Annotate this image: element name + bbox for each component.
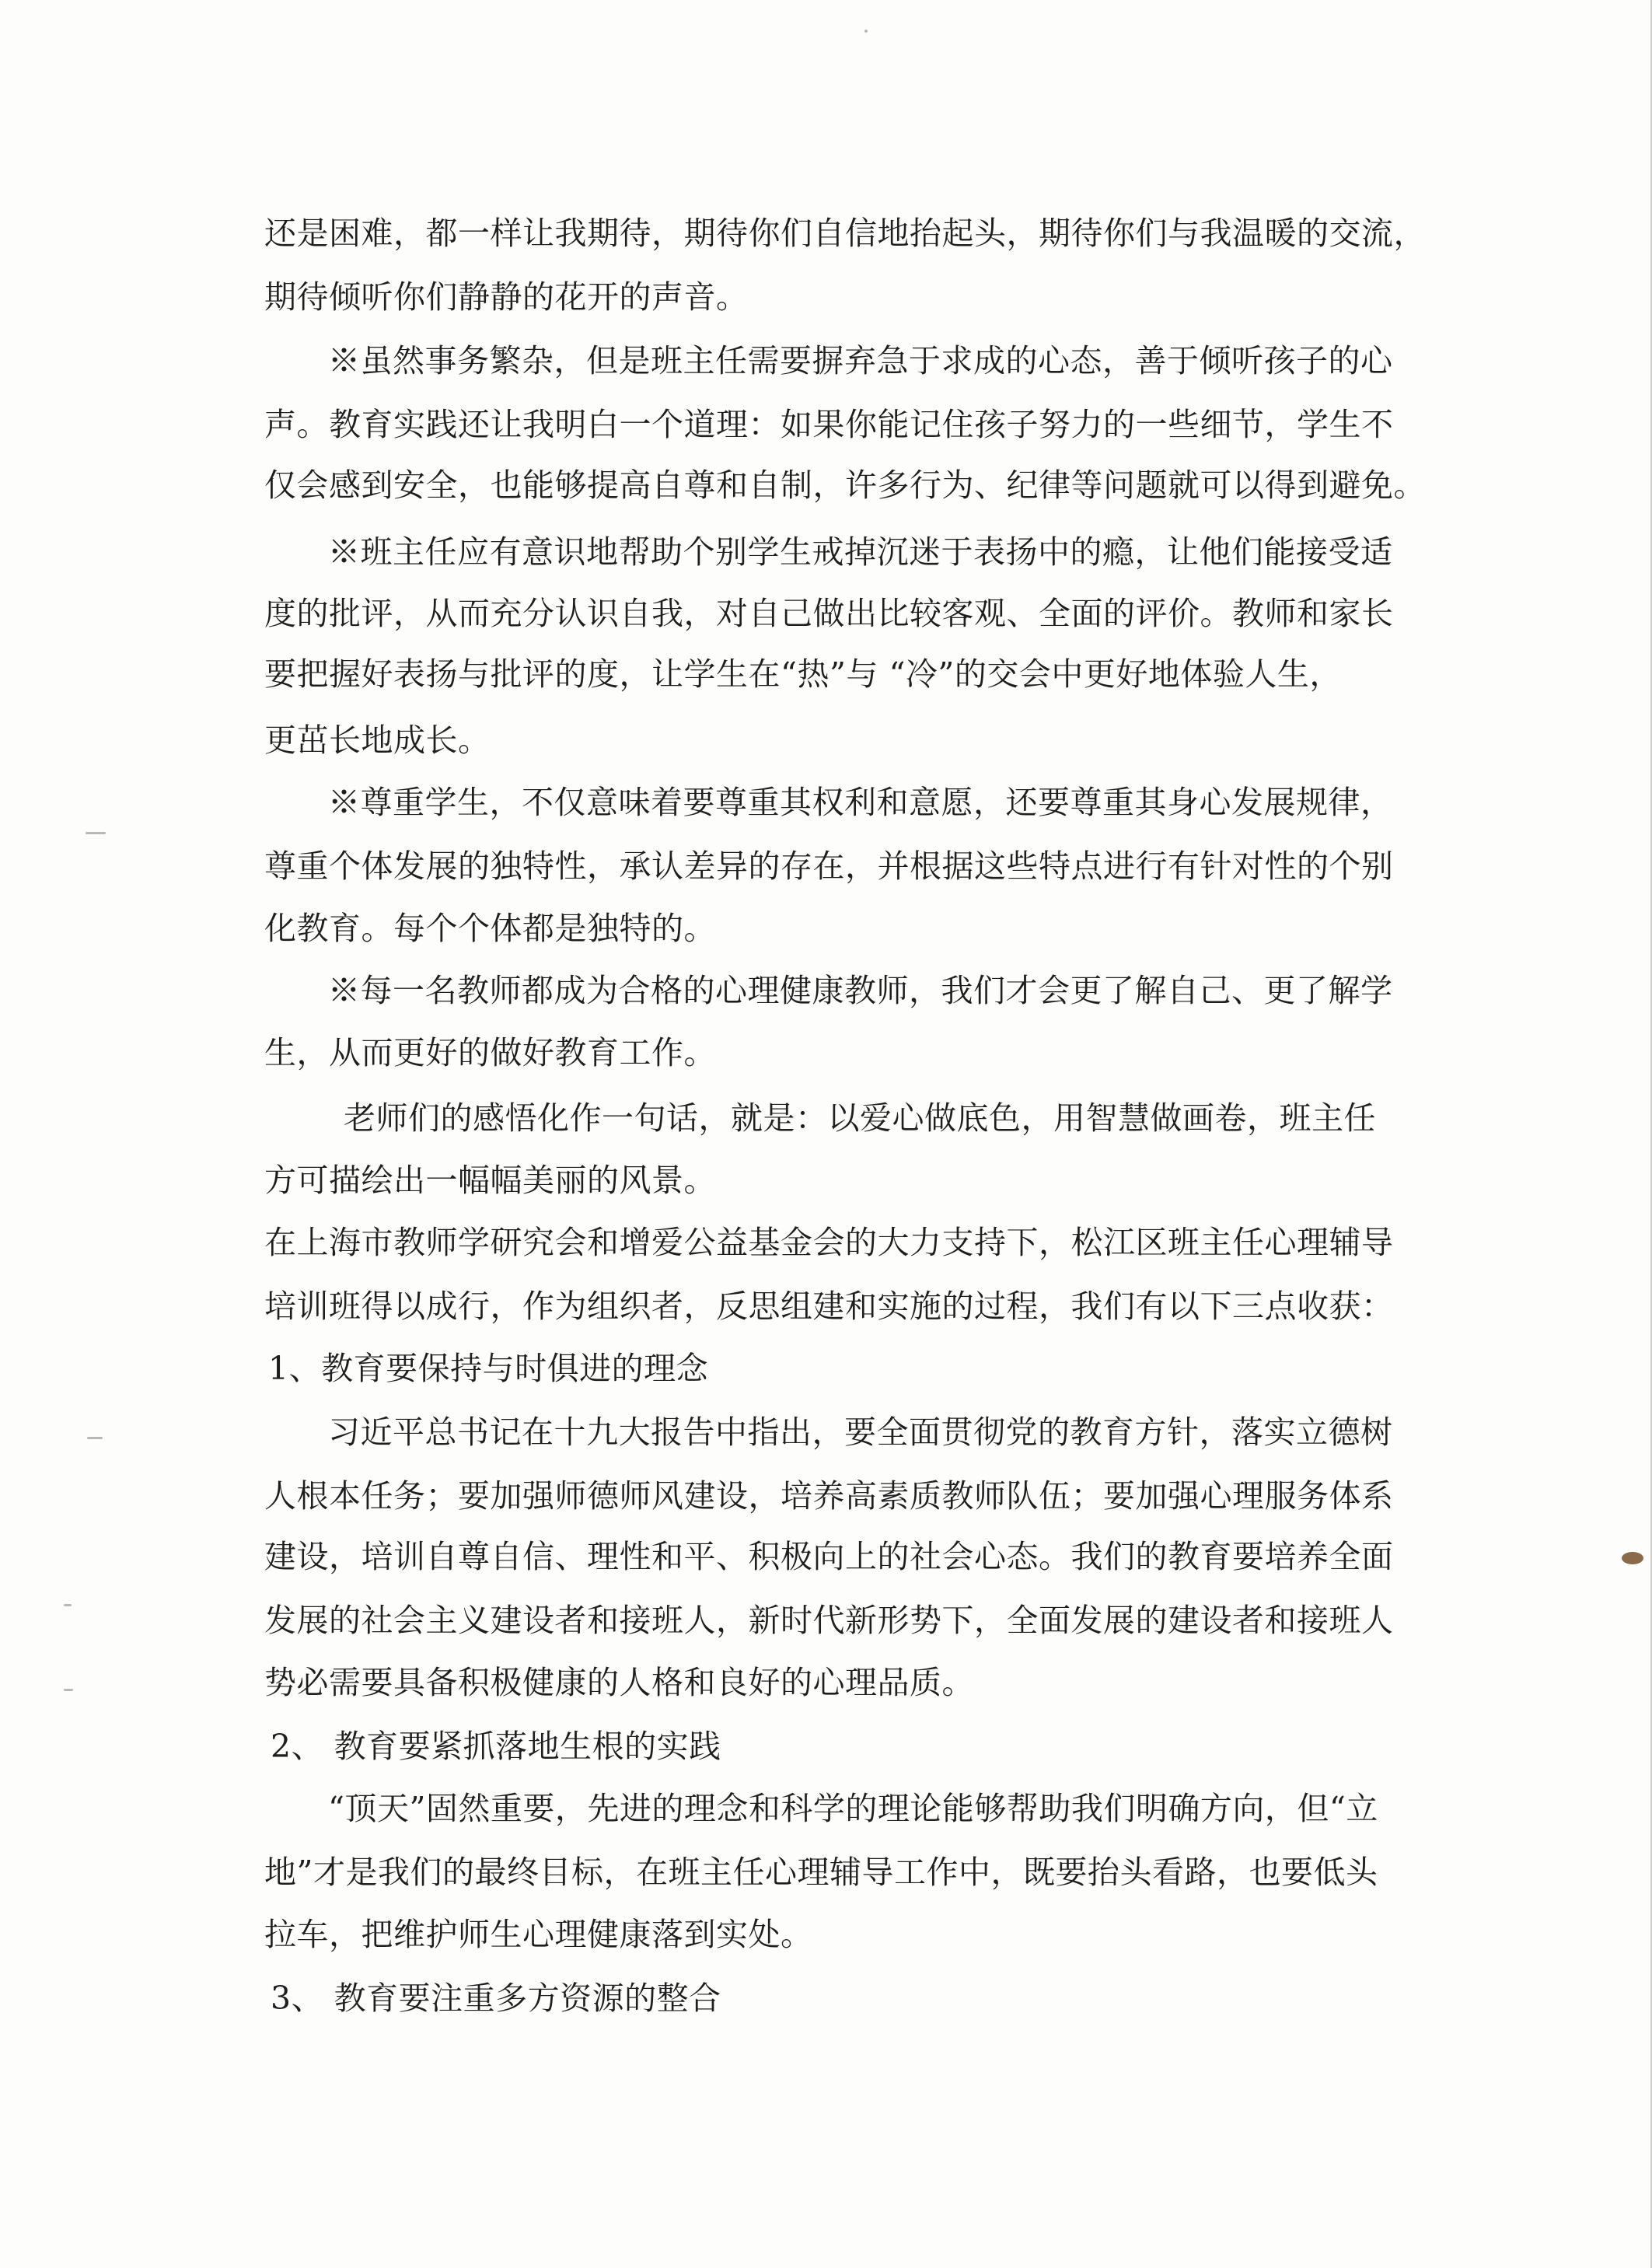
text-line: 人根本任务；要加强师德师风建设，培养高素质教师队伍；要加强心理服务体系 [264,1477,1394,1515]
text-line: 拉车，把维护师生心理健康落到实处。 [264,1916,813,1953]
text-line: 势必需要具备积极健康的人格和良好的心理品质。 [264,1664,974,1701]
text-line: 尊重个体发展的独特性，承认差异的存在，并根据这些特点进行有针对性的个别 [264,847,1394,885]
text-line: 期待倾听你们静静的花开的声音。 [264,278,749,316]
text-line: ※班主任应有意识地帮助个别学生戒掉沉迷于表扬中的瘾，让他们能接受适 [328,533,1393,571]
text-line: 生，从而更好的做好教育工作。 [264,1034,716,1071]
text-line: 培训班得以成行，作为组织者，反思组建和实施的过程，我们有以下三点收获： [264,1288,1394,1325]
text-line: 老师们的感悟化作一句话，就是：以爱心做底色，用智慧做画卷，班主任 [344,1099,1376,1137]
text-line: 习近平总书记在十九大报告中指出，要全面贯彻党的教育方针，落实立德树 [328,1414,1393,1451]
scan-speck [87,1437,103,1439]
text-line: 在上海市教师学研究会和增爱公益基金会的大力支持下，松江区班主任心理辅导 [264,1224,1394,1261]
text-line: 仅会感到安全，也能够提高自尊和自制，许多行为、纪律等问题就可以得到避免。 [264,467,1426,504]
text-line: ※虽然事务繁杂，但是班主任需要摒弃急于求成的心态，善于倾听孩子的心 [328,342,1393,379]
text-line: 更茁长地成长。 [264,722,491,759]
text-line: 要把握好表扬与批评的度，让学生在“热”与 “冷”的交会中更好地体验人生， [264,655,1342,693]
scan-speck [64,1689,73,1691]
text-line: “顶天”固然重要，先进的理念和科学的理论能够帮助我们明确方向，但“立 [328,1790,1378,1827]
text-line: ※尊重学生，不仅意味着要尊重其权利和意愿，还要尊重其身心发展规律， [328,784,1393,821]
text-line: 地”才是我们的最终目标，在班主任心理辅导工作中，既要抬头看路，也要低头 [264,1854,1378,1891]
scan-blot [1622,1552,1643,1564]
text-line: 方可描绘出一幅幅美丽的风景。 [264,1162,716,1199]
text-line: 化教育。每个个体都是独特的。 [264,910,716,947]
scan-speck [864,30,868,33]
scan-speck [86,832,106,834]
text-line: ※每一名教师都成为合格的心理健康教师，我们才会更了解自己、更了解学 [328,972,1393,1009]
text-line: 发展的社会主义建设者和接班人，新时代新形势下，全面发展的建设者和接班人 [264,1602,1394,1639]
section-heading: 3、 教育要注重多方资源的整合 [271,1980,721,2017]
section-heading: 1、教育要保持与时俱进的理念 [268,1350,709,1387]
text-line: 还是困难，都一样让我期待，期待你们自信地抬起头，期待你们与我温暖的交流， [264,215,1426,252]
scan-speck [64,1604,72,1606]
text-line: 建设，培训自尊自信、理性和平、积极向上的社会心态。我们的教育要培养全面 [264,1538,1394,1575]
text-line: 声。教育实践还让我明白一个道理：如果你能记住孩子努力的一些细节，学生不 [264,406,1394,443]
text-line: 度的批评，从而充分认识自我，对自己做出比较客观、全面的评价。教师和家长 [264,595,1394,632]
section-heading: 2、 教育要紧抓落地生根的实践 [271,1728,721,1765]
